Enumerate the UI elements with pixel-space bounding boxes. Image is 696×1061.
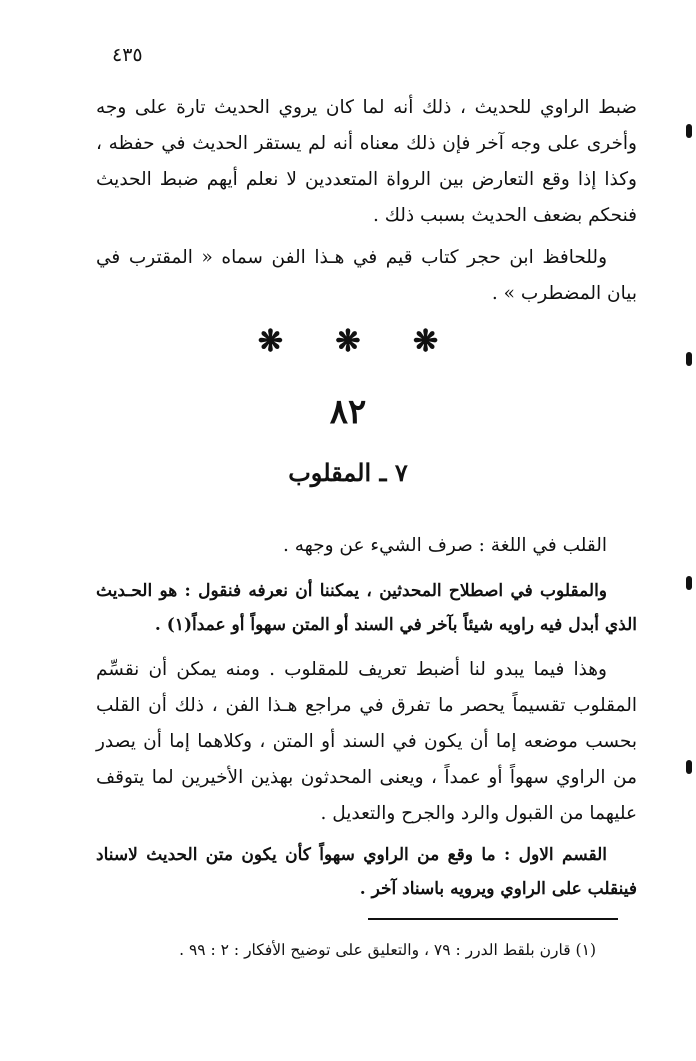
paragraph-idtirab-continuation: ضبط الراوي للحديث ، ذلك أنه لما كان يروي الحديث تارة على وجه وأخرى على وجه آخر فإن ذلك معناه أنه لم يستقر الحديث في حفظه ، وكذا إذا وقع التعارض بين الرواة المتعددين لا نعلم أيهم ضبط الحديث فنحكم بضعف الحديث بسبب ذلك . xyxy=(96,97,637,226)
paragraph-ibn-hajar-book: وللحافظ ابن حجر كتاب قيم في هـذا الفن سماه « المقترب في بيان المضطرب » . xyxy=(96,247,637,304)
asterisk-icon: ❋ xyxy=(335,324,361,359)
top-text-block xyxy=(96,90,637,312)
main-text-block xyxy=(96,528,637,906)
paragraph-linguistic-definition: القلب في اللغة : صرف الشيء عن وجهه . xyxy=(282,535,607,556)
scan-edge-mark xyxy=(686,124,692,138)
scan-edge-mark xyxy=(686,576,692,590)
chapter-number: ٨٢ xyxy=(329,392,367,432)
footnote: (١) قارن بلقط الدرر : ٧٩ ، والتعليق على توضيح الأفكار : ٢ : ٩٩ . xyxy=(179,941,596,959)
paragraph-first-category: القسم الاول : ما وقع من الراوي سهواً كأن يكون متن الحديث لاسناد فينقلب على الراوي ويرويه باسناد آخر . xyxy=(96,845,637,899)
paragraph-classification: وهذا فيما يبدو لنا أضبط تعريف للمقلوب . ومنه يمكن أن نقسِّم المقلوب تقسيماً يحصر ما تفرق في مراجع هـذا الفن ، ذلك أن القلب بحسب موضعه إما أن يكون في السند أو المتن ، وكلاهما إما أن يصدر من الراوي سهواً أو عمداً ، ويعنى المحدثون بهذين الأخيرين لما يتوقف عليهما من القبول والرد والجرح والتعديل . xyxy=(96,659,637,824)
footnote-divider xyxy=(368,918,618,920)
page-number: ٤٣٥ xyxy=(112,44,143,66)
asterisk-icon: ❋ xyxy=(257,324,283,359)
section-separator xyxy=(0,324,696,359)
section-title: ٧ ـ المقلوب xyxy=(288,458,408,487)
scan-edge-mark xyxy=(686,760,692,774)
scan-edge-mark xyxy=(686,352,692,366)
paragraph-technical-definition: والمقلوب في اصطلاح المحدثين ، يمكننا أن نعرفه فنقول : هو الحـديث الذي أبدل فيه راويه شيئاً بآخر في السند أو المتن سهواً أو عمداً(١) . xyxy=(96,581,637,635)
asterisk-icon: ❋ xyxy=(413,324,439,359)
